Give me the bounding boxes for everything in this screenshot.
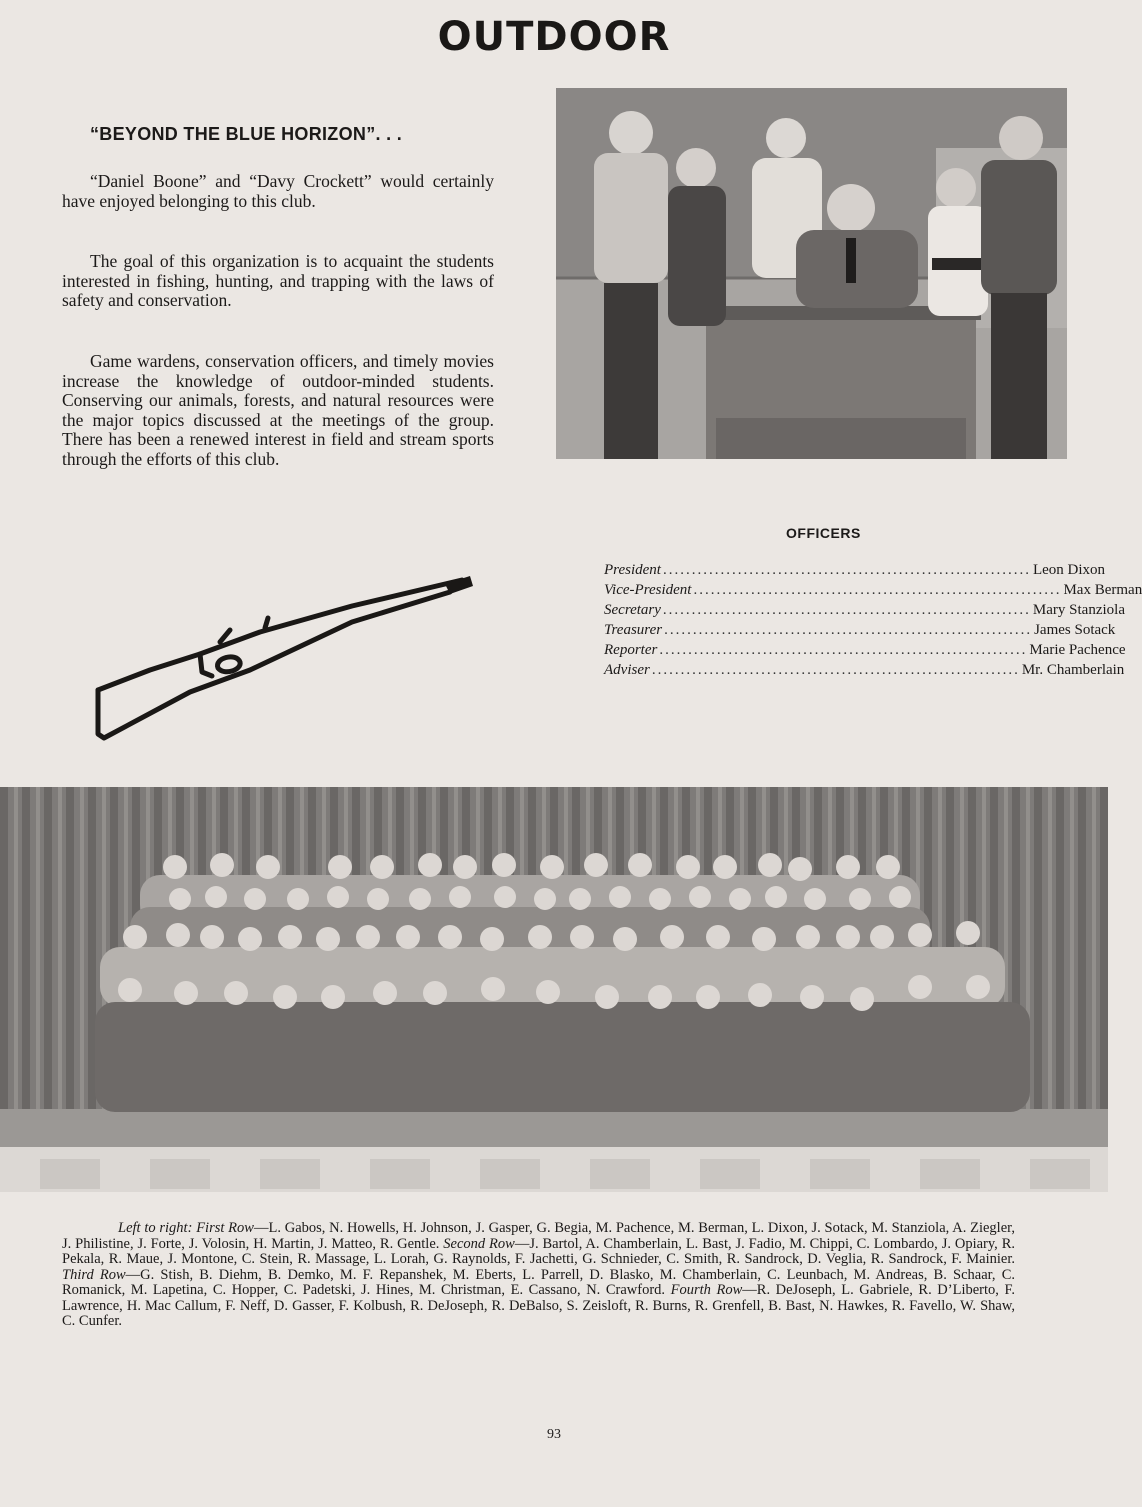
leader-dots: ................................................................ — [693, 582, 1062, 598]
officer-row — [604, 640, 1126, 660]
caption-row-names: L. Gabos, N. Howells, H. Johnson, J. Gasper, G. Begia, M. Pachence, M. Berman, L. Dixon, J. Sotack, M. Stanziola, A. Ziegler, J. Philistine, J. Forte, J. Volosin, H. Martin, J. Matteo, R. Gentle. — [62, 1220, 1016, 1252]
caption-row-label: Fourth Row — [670, 1282, 743, 1298]
officer-role: Reporter — [604, 642, 658, 658]
officers-list — [604, 560, 1142, 680]
officer-name: Marie Pachence — [1029, 642, 1126, 658]
officers-heading: OFFICERS — [786, 525, 861, 541]
officer-row — [604, 620, 1116, 640]
officer-role: Vice-President — [604, 582, 692, 598]
officer-name: Mary Stanziola — [1032, 602, 1125, 618]
officer-row — [604, 560, 1106, 580]
caption-row-names: R. DeJoseph, L. Gabriele, R. D’Liberto, F. Lawrence, H. Mac Callum, F. Neff, D. Gasser, F. Kolbush, R. DeJoseph, R. DeBalso, S. Zeisloft, R. Burns, R. Grenfell, B. Bast, N. Hawkes, R. Favello, W. Shaw, C. Cunfer. — [62, 1282, 1015, 1329]
photo-caption: Left to right: First Row—L. Gabos, N. Howells, H. Johnson, J. Gasper, G. Begia, M. Pachence, M. Berman, L. Dixon, J. Sotack, M. Stanziola, A. Ziegler, J. Philistine, J. Forte, J. Volosin, H. Martin, J. Matteo, R. Gentle. Second Row—J. Bartol, A. Chamberlain, L. Bast, J. Fadio, M. Chippi, C. Lombardo, J. Opiary, R. Pekala, R. Maue, J. Montone, C. Stein, R. Massage, L. Lorah, G. Raynolds, F. Jachetti, G. Schnieder, C. Smith, R. Sandrock, D. Veglia, R. Sandrock, F. Mainier. Third Row—G. Stish, B. Diehm, B. Demko, M. F. Repanshek, M. Eberts, L. Parrell, D. Blasko, M. Chamberlain, C. Leunbach, M. Andreas, B. Schaar, C. Romanick, M. Lapetina, C. Hopper, C. Padetski, J. Hines, M. Christman, E. Cassano, N. Crawford. Fourth Row—R. DeJoseph, L. Gabriele, R. D’Liberto, F. Lawrence, H. Mac Callum, F. Neff, D. Gasser, F. Kolbush, R. DeJoseph, R. DeBalso, S. Zeisloft, R. Burns, R. Grenfell, B. Bast, N. Hawkes, R. Favello, W. Shaw, C. Cunfer. — [62, 1220, 1016, 1329]
officer-role: Treasurer — [604, 622, 663, 638]
caption-row-label: First Row — [196, 1220, 254, 1236]
leader-dots: ................................................................ — [662, 602, 1031, 618]
leader-dots: ................................................................ — [659, 642, 1028, 658]
officer-name: Mr. Chamberlain — [1021, 662, 1125, 678]
officer-role: Secretary — [604, 602, 661, 618]
officer-role: Adviser — [604, 662, 650, 678]
leader-dots: ................................................................ — [651, 662, 1020, 678]
caption-row-label: Third Row — [62, 1266, 126, 1283]
caption-row-names: J. Bartol, A. Chamberlain, L. Bast, J. Fadio, M. Chippi, C. Lombardo, J. Opiary, R. Pekala, R. Maue, J. Montone, C. Stein, R. Massage, L. Lorah, G. Raynolds, F. Jachetti, G. Schnieder, C. Smith, R. Sandrock, D. Veglia, R. Sandrock, F. Mainier. — [62, 1235, 1015, 1267]
officer-row — [604, 660, 1125, 680]
page-title: OUTDOOR — [437, 14, 671, 60]
caption-row-names: G. Stish, B. Diehm, B. Demko, M. F. Repanshek, M. Eberts, L. Parrell, D. Blasko, M. Chamberlain, C. Leunbach, M. Andreas, B. Schaar, C. Romanick, M. Lapetina, C. Hopper, C. Padetski, J. Hines, M. Christman, E. Cassano, N. Crawford. — [62, 1266, 1015, 1298]
leader-dots: ................................................................ — [662, 562, 1031, 578]
caption-row-label: Second Row — [443, 1235, 515, 1252]
officers-photo — [556, 88, 1067, 459]
page-number: 93 — [547, 1427, 561, 1442]
section-heading: “BEYOND THE BLUE HORIZON”. . . — [90, 124, 403, 144]
officer-role: President — [604, 562, 661, 578]
article-paragraph: The goal of this organization is to acquaint the students interested in fishing, hunting, and trapping with the laws of safety and conservation. — [62, 251, 494, 310]
officer-name: Leon Dixon — [1032, 562, 1106, 578]
officer-name: Max Berman — [1063, 582, 1142, 598]
article-paragraph: “Daniel Boone” and “Davy Crockett” would certainly have enjoyed belonging to this club. — [62, 171, 494, 211]
group-photo — [0, 787, 1108, 1192]
officer-name: James Sotack — [1034, 622, 1116, 638]
officer-row — [604, 580, 1142, 600]
article-paragraph: Game wardens, conservation officers, and timely movies increase the knowledge of outdoor-minded students. Conserving our animals, forests, and natural resources were the major topics discussed at the meetings of the group. There has been a renewed interest in field and stream sports through the efforts of this club. — [62, 351, 494, 469]
officer-row — [604, 600, 1125, 620]
leader-dots: ................................................................ — [664, 622, 1033, 638]
rifle-illustration — [90, 572, 475, 744]
caption-lead: Left to right: — [118, 1220, 193, 1236]
